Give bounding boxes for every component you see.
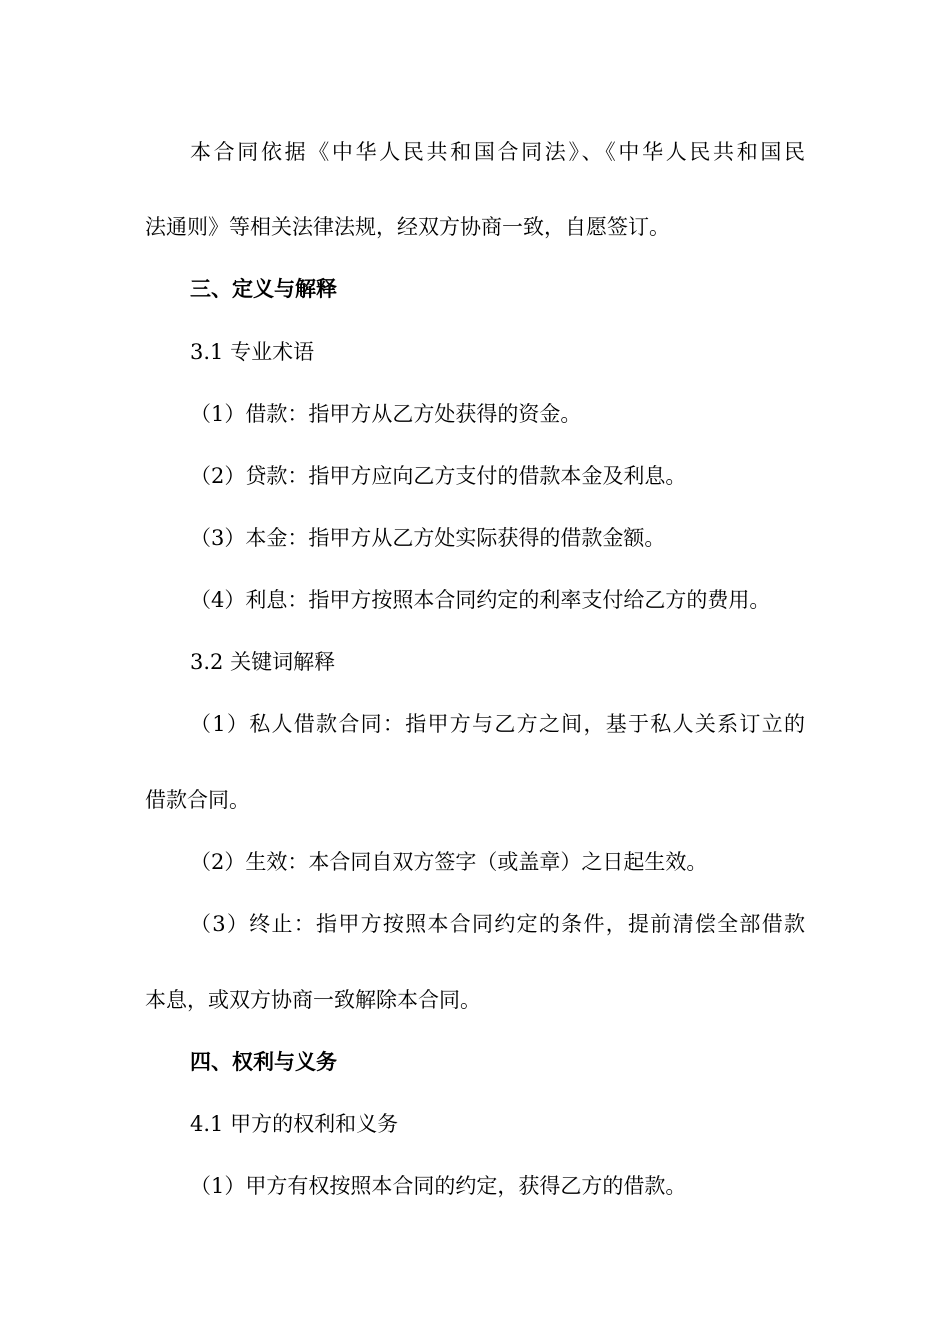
subsection-3-1-title: 3.1 专业术语 — [190, 340, 315, 364]
list-item-termination-line2: 本息，或双方协商一致解除本合同。 — [145, 988, 481, 1012]
subsection-4-1-title: 4.1 甲方的权利和义务 — [190, 1112, 399, 1136]
paragraph-basis-line1: 本合同依据《中华人民共和国合同法》、《中华人民共和国民 — [190, 140, 805, 164]
section4-heading: 四、权利与义务 — [190, 1049, 337, 1074]
subsection-3-2-title: 3.2 关键词解释 — [190, 650, 336, 674]
list-item: （3）本金：指甲方从乙方处实际获得的借款金额。 — [190, 526, 666, 550]
list-item-termination-line1: （3）终止：指甲方按照本合同约定的条件，提前清偿全部借款 — [190, 912, 805, 936]
list-item-private-loan-line1: （1）私人借款合同：指甲方与乙方之间，基于私人关系订立的 — [190, 712, 805, 736]
list-item: （1）甲方有权按照本合同的约定，获得乙方的借款。 — [190, 1174, 687, 1198]
paragraph-basis-line2: 法通则》等相关法律法规，经双方协商一致，自愿签订。 — [145, 215, 670, 239]
list-item: （2）贷款：指甲方应向乙方支付的借款本金及利息。 — [190, 464, 687, 488]
section3-heading: 三、定义与解释 — [190, 276, 337, 301]
list-item: （4）利息：指甲方按照本合同约定的利率支付给乙方的费用。 — [190, 588, 771, 612]
list-item: （1）借款：指甲方从乙方处获得的资金。 — [190, 402, 582, 426]
list-item-effectiveness: （2）生效：本合同自双方签字（或盖章）之日起生效。 — [190, 850, 708, 874]
list-item-private-loan-line2: 借款合同。 — [145, 788, 250, 812]
